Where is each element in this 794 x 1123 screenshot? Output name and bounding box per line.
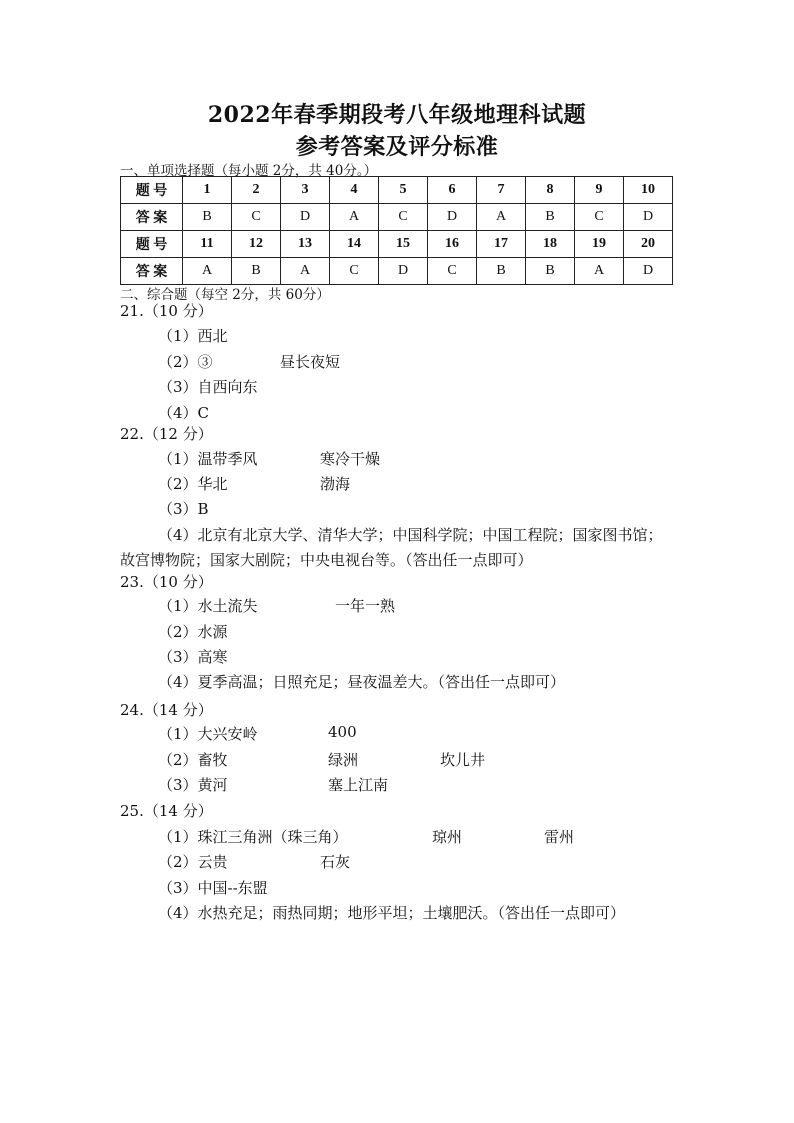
table-cell: 15 — [379, 231, 428, 258]
table-cell: 2 — [232, 177, 281, 204]
answer-line: （3）中国--东盟 — [158, 879, 268, 897]
row-header-answer: 答 案 — [121, 204, 183, 231]
table-cell: D — [281, 204, 330, 231]
answer-line-continued: 故宫博物院；国家大剧院；中央电视台等。（答出任一点即可） — [120, 551, 533, 569]
answer-line: （3）自西向东 — [158, 378, 258, 396]
table-cell: B — [477, 258, 526, 285]
answer-line: （4）北京有北京大学、清华大学；中国科学院；中国工程院；国家图书馆； — [158, 526, 663, 544]
answer-line: 一年一熟 — [335, 597, 396, 615]
table-cell: 10 — [624, 177, 673, 204]
answer-line: 寒冷干燥 — [320, 450, 381, 468]
table-cell: 18 — [526, 231, 575, 258]
table-cell: B — [526, 204, 575, 231]
table-cell: C — [379, 204, 428, 231]
table-cell: C — [330, 258, 379, 285]
answer-line: （2）水源 — [158, 623, 228, 641]
answer-line: 琼州 — [432, 828, 463, 846]
page-subtitle: 参考答案及评分标准 — [295, 134, 499, 160]
question-22-heading: 22.（12 分） — [120, 425, 213, 443]
table-cell: 6 — [428, 177, 477, 204]
table-cell: A — [575, 258, 624, 285]
table-cell: 3 — [281, 177, 330, 204]
table-cell: A — [330, 204, 379, 231]
answer-line: （2）华北 — [158, 475, 228, 493]
answer-line: 昼长夜短 — [280, 353, 341, 371]
answer-line: （2）云贵 — [158, 853, 228, 871]
table-cell: 9 — [575, 177, 624, 204]
answer-line: （1）大兴安岭 — [158, 725, 258, 743]
row-header-question: 题 号 — [121, 177, 183, 204]
answer-line: （1）温带季风 — [158, 450, 258, 468]
table-cell: 20 — [624, 231, 673, 258]
table-cell: C — [575, 204, 624, 231]
answer-line: 400 — [328, 723, 357, 741]
question-25-heading: 25.（14 分） — [120, 802, 213, 820]
table-cell: 16 — [428, 231, 477, 258]
table-cell: D — [379, 258, 428, 285]
table-cell: B — [183, 204, 232, 231]
answer-line: （1）西北 — [158, 327, 228, 345]
table-cell: 17 — [477, 231, 526, 258]
answer-line: （1）珠江三角洲（珠三角） — [158, 828, 348, 846]
table-cell: A — [281, 258, 330, 285]
table-cell: D — [428, 204, 477, 231]
answer-line: （2）畜牧 — [158, 751, 228, 769]
answer-line: （4）C — [158, 404, 210, 422]
answer-table — [120, 176, 673, 285]
answer-line: 石灰 — [320, 853, 351, 871]
table-cell: D — [624, 258, 673, 285]
answer-line: （4）夏季高温；日照充足；昼夜温差大。（答出任一点即可） — [158, 673, 566, 691]
table-cell: D — [624, 204, 673, 231]
table-cell: 5 — [379, 177, 428, 204]
table-cell: B — [526, 258, 575, 285]
page-title: 2022年春季期段考八年级地理科试题 — [207, 102, 587, 128]
table-cell: 19 — [575, 231, 624, 258]
answer-line: 渤海 — [320, 475, 351, 493]
table-row-question-2 — [121, 231, 673, 258]
answer-line: （3）黄河 — [158, 776, 228, 794]
answer-line: （3）高寒 — [158, 648, 228, 666]
answer-line: 雷州 — [544, 828, 575, 846]
table-cell: 7 — [477, 177, 526, 204]
table-cell: 11 — [183, 231, 232, 258]
table-row-answer-1 — [121, 204, 673, 231]
section-heading-choice: 一、单项选择题（每小题 2分，共 40分。） — [120, 163, 378, 179]
table-cell: 1 — [183, 177, 232, 204]
table-cell: C — [232, 204, 281, 231]
question-23-heading: 23.（10 分） — [120, 573, 213, 591]
answer-line: （3）B — [158, 500, 209, 518]
question-21-heading: 21.（10 分） — [120, 302, 213, 320]
table-cell: 4 — [330, 177, 379, 204]
table-row-answer-2 — [121, 258, 673, 285]
row-header-answer: 答 案 — [121, 258, 183, 285]
answer-line: （1）水土流失 — [158, 597, 258, 615]
answer-line: 坎儿井 — [440, 751, 486, 769]
answer-line: 绿洲 — [328, 751, 359, 769]
table-cell: A — [183, 258, 232, 285]
table-cell: 14 — [330, 231, 379, 258]
table-cell: C — [428, 258, 477, 285]
question-24-heading: 24.（14 分） — [120, 701, 213, 719]
table-cell: B — [232, 258, 281, 285]
row-header-question: 题 号 — [121, 231, 183, 258]
answer-line: （2）③ — [158, 353, 213, 371]
answer-line: 塞上江南 — [328, 776, 389, 794]
section-heading-comprehensive: 二、综合题（每空 2分，共 60分） — [120, 287, 330, 303]
table-cell: A — [477, 204, 526, 231]
table-cell: 8 — [526, 177, 575, 204]
table-cell: 13 — [281, 231, 330, 258]
answer-line: （4）水热充足；雨热同期；地形平坦；土壤肥沃。（答出任一点即可） — [158, 904, 626, 922]
table-cell: 12 — [232, 231, 281, 258]
table-row-question-1 — [121, 177, 673, 204]
